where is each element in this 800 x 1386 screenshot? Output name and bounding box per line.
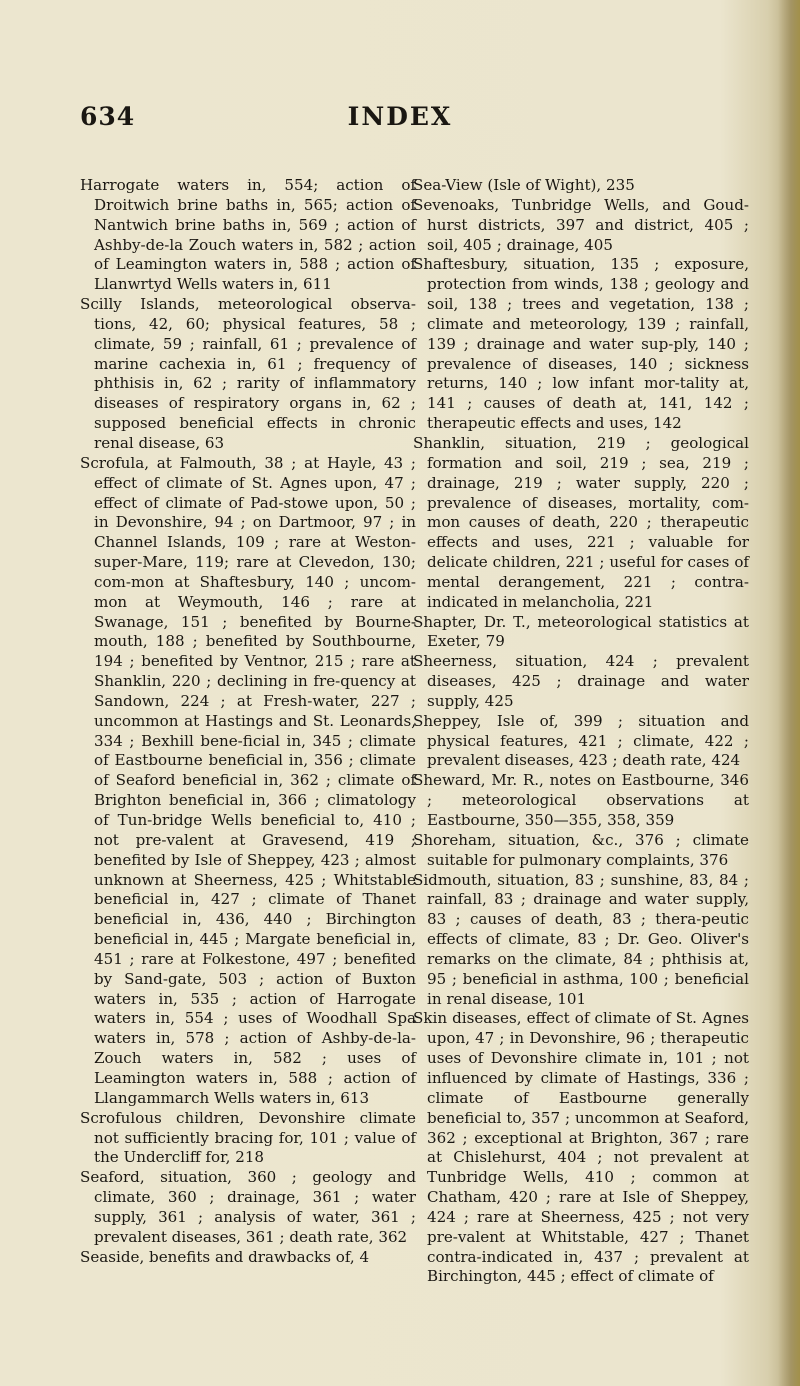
index-entry: Sidmouth, situation, 83 ; sunshine, 83, 84 ; rainfall, 83 ; drainage and water supply, 83 ; causes of death, 83 ; thera-peutic effects of climate, 83 ; Dr. Geo. Oliver's remarks on the climate, 84 ; phthisis at, 95 ; beneficial in asthma, 100 ; beneficial in renal disease, 101 bbox=[413, 870, 749, 1008]
index-entry: Seaside, benefits and drawbacks of, 4 bbox=[80, 1247, 370, 1266]
index-entry: Skin diseases, effect of climate of St. Agnes upon, 47 ; in Devonshire, 96 ; therapeutic uses of Devonshire climate in, 101 ; not influenced by climate of Hastings, 336 ; climate of Eastbourne generally beneficial to, 357 ; uncommon at Seaford, 362 ; exceptional at Brighton, 367 ; rare at Chislehurst, 404 ; not prevalent at Tunbridge Wells, 410 ; common at Chatham, 420 ; rare at Isle of Sheppey, 424 ; rare at Sheerness, 425 ; not very pre-valent at Whitstable, 427 ; Thanet contra-indicated in, 437 ; prevalent at Birchington, 445 ; effect of climate of bbox=[413, 1009, 749, 1286]
index-entry: Shoreham, situation, &c., 376 ; climate suitable for pulmonary complaints, 376 bbox=[413, 830, 749, 869]
index-entry: Shanklin, situation, 219 ; geological formation and soil, 219 ; sea, 219 ; drainage, 219 ; water supply, 220 ; prevalence of diseases, mortality, com-mon causes of death, 220 ; therapeutic effects and uses, 221 ; valuable for delicate children, 221 ; useful for cases of mental derangement, 221 ; contra-indicated in melancholia, 221 bbox=[413, 433, 749, 611]
index-entry: Scrofula, at Falmouth, 38 ; at Hayle, 43 ; effect of climate of St. Agnes upon, 47 ; effect of climate of Pad-stowe upon, 50 ; in Devonshire, 94 ; on Dartmoor, 97 ; in Channel Islands, 109 ; rare at Weston-super-Mare, 119; rare at Clevedon, 130; com-mon at Shaftesbury, 140 ; uncom-mon at Weymouth, 146 ; rare at Swanage, 151 ; benefited by Bourne-mouth, 188 ; benefited by Southbourne, 194 ; benefited by Ventnor, 215 ; rare at Shanklin, 220 ; declining in fre-quency at Sandown, 224 ; at Fresh-water, 227 ; uncommon at Hastings and St. Leonards, 334 ; Bexhill bene-ficial in, 345 ; climate of Eastbourne beneficial in, 356 ; climate of Seaford beneficial in, 362 ; climate of Brighton beneficial in, 366 ; climatology of Tun-bridge Wells beneficial to, 410 ; not pre-valent at Gravesend, 419 ; benefited by Isle of Sheppey, 423 ; almost unknown at Sheerness, 425 ; Whitstable beneficial in, 427 ; climate of Thanet beneficial in, 436, 440 ; Birchington beneficial in, 445 ; Margate beneficial in, 451 ; rare at Folkestone, 497 ; benefited by Sand-gate, 503 ; action of Buxton waters in, 535 ; action of Harrogate waters in, 554 ; uses of Woodhall Spa waters in, 578 ; action of Ashby-de-la-Zouch waters in, 582 ; uses of Leamington waters in, 588 ; action of Llangammarch Wells waters in, 613 bbox=[80, 453, 416, 1107]
page-edge-shadow bbox=[778, 0, 800, 1386]
index-entry: Shapter, Dr. T., meteorological statistics at Exeter, 79 bbox=[413, 612, 749, 651]
index-entry: Sheerness, situation, 424 ; prevalent diseases, 425 ; drainage and water supply, 425 bbox=[413, 652, 749, 710]
index-entry: Sheppey, Isle of, 399 ; situation and physical features, 421 ; climate, 422 ; prevalent diseases, 423 ; death rate, 424 bbox=[413, 711, 749, 770]
index-entry: Sheward, Mr. R., notes on Eastbourne, 346 ; meteorological observations at Eastbourne, 350—355, 358, 359 bbox=[413, 771, 749, 829]
index-column-left bbox=[80, 176, 416, 1267]
index-entry: Seaford, situation, 360 ; geology and climate, 360 ; drainage, 361 ; water supply, 361 ; analysis of water, 361 ; prevalent diseases, 361 ; death rate, 362 bbox=[80, 1168, 416, 1246]
index-entry: Sevenoaks, Tunbridge Wells, and Goud-hurst districts, 397 and district, 405 ; soil, 405 ; drainage, 405 bbox=[413, 195, 749, 254]
index-entry: Sea-View (Isle of Wight), 235 bbox=[413, 176, 635, 194]
index-entry: Scrofulous children, Devonshire climate not sufficiently bracing for, 101 ; value of the Undercliff for, 218 bbox=[80, 1108, 416, 1167]
page-title: INDEX bbox=[347, 102, 453, 131]
index-entry: Harrogate waters in, 554; action of Droitwich brine baths in, 565; action of Nantwich brine baths in, 569 ; action of Ashby-de-la Zouch waters in, 582 ; action of Leamington waters in, 588 ; action of Llanwrtyd Wells waters in, 611 bbox=[80, 176, 416, 294]
page-header bbox=[0, 102, 800, 136]
index-entry: Scilly Islands, meteorological observa-tions, 42, 60; physical features, 58 ; climate, 59 ; rainfall, 61 ; prevalence of marine cachexia in, 61 ; frequency of phthisis in, 62 ; rarity of inflammatory diseases of respiratory organs in, 62 ; supposed beneficial effects in chronic renal disease, 63 bbox=[80, 295, 416, 452]
page-number: 634 bbox=[80, 102, 136, 131]
index-column-right bbox=[413, 176, 749, 1287]
index-entry: Shaftesbury, situation, 135 ; exposure, protection from winds, 138 ; geology and soil, 138 ; trees and vegetation, 138 ; climate and meteorology, 139 ; rainfall, 139 ; drainage and water sup-ply, 140 ; prevalence of diseases, 140 ; sickness returns, 140 ; low infant mor-tality at, 141 ; causes of death at, 141, 142 ; therapeutic effects and uses, 142 bbox=[413, 255, 749, 433]
